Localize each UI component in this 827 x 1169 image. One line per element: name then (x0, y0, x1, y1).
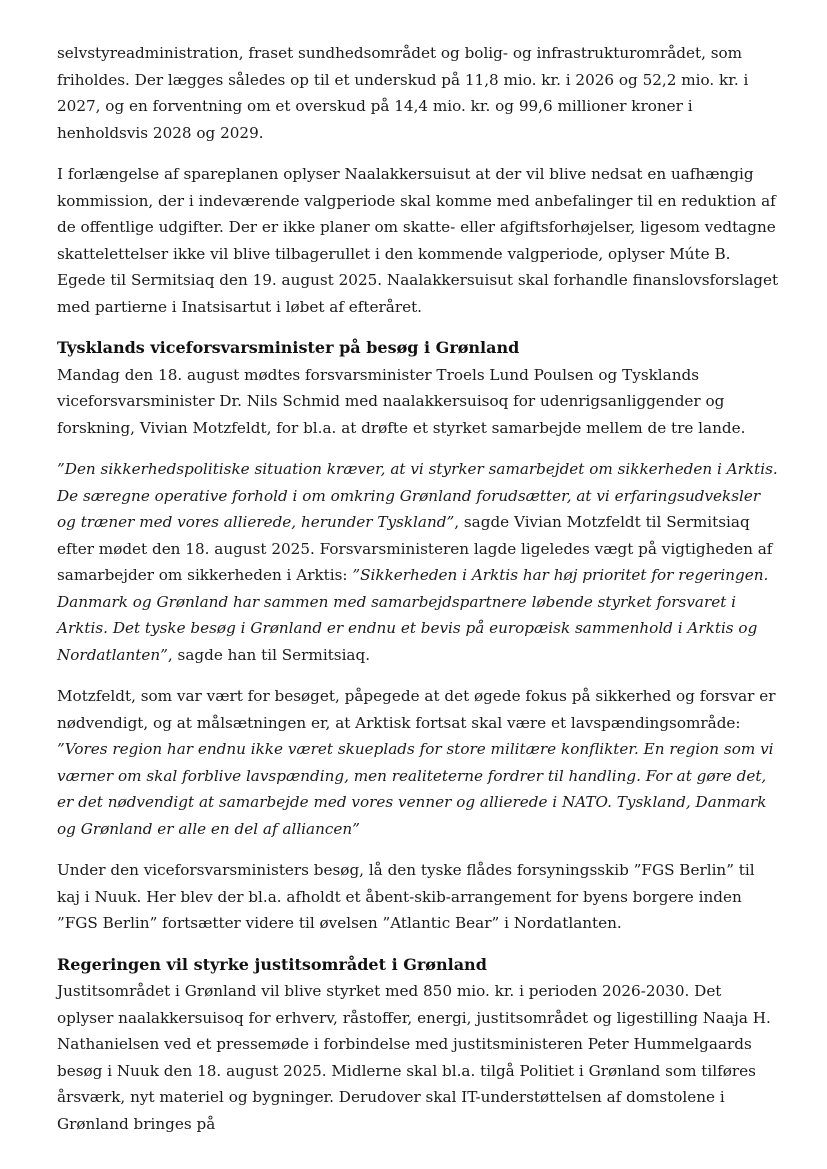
section-justice (57, 952, 779, 1138)
paragraph-budget: selvstyreadministration, fraset sundhedsområdet og bolig- og infrastrukturområdet, som friholdes. Der lægges således op til et underskud på 11,8 mio. kr. i 2026 og 52,2 mio. kr. i 2027, og en forventning om et overskud på 14,4 mio. kr. og 99,6 millioner kroner i henholdsvis 2028 og 2029. (57, 44, 749, 142)
section-heading: Tysklands viceforsvarsminister på besøg i Grønland (57, 338, 520, 357)
document-page (57, 40, 779, 1152)
paragraph-text: Motzfeldt, som var vært for besøget, påpegede at det øgede fokus på sikkerhed og forsvar er nødvendigt, og at målsætningen er, at Arktisk fortsat skal være et lavspændingsområde: (57, 687, 776, 732)
paragraph-justice: Justitsområdet i Grønland vil blive styrket med 850 mio. kr. i perioden 2026-2030. Det oplyser naalakkersuisoq for erhverv, råstoffer, energi, justitsområdet og ligestilling Naaja H. Nathanielsen ved et pressemøde i forbindelse med justitsministeren Peter Hummelgaards besøg i Nuuk den 18. august 2025. Midlerne skal bl.a. tilgå Politiet i Grønland som tilføres årsværk, nyt materiel og bygninger. Derudover skal IT-understøttelsen af domstolene i Grønland bringes på (57, 982, 771, 1133)
quote-minister: ”Sikkerheden i Arktis har høj prioritet for regeringen. Danmark og Grønland har sammen med samarbejdspartnere løbende styrket forsvaret i Arktis. Det tyske besøg i Grønland er endnu et bevis på europæisk sammenhold i Arktis og Nordatlanten” (57, 566, 769, 664)
quote-region: ”Vores region har endnu ikke været skueplads for store militære konflikter. En region som vi værner om skal forblive lavspænding, men realiteterne fordrer til handling. For at gøre det, er det nødvendigt at samarbejde med vores venner og allierede i NATO. Tyskland, Danmark og Grønland er alle en del af alliancen” (57, 740, 774, 838)
paragraph-commission: I forlængelse af spareplanen oplyser Naalakkersuisut at der vil blive nedsat en uafhængig kommission, der i indeværende valgperiode skal komme med anbefalinger til en reduktion af de offentlige udgifter. Der er ikke planer om skatte- eller afgiftsforhøjelser, ligesom vedtagne skattelettelser ikke vil blive tilbagerullet i den kommende valgperiode, oplyser Múte B. Egede til Sermitsiaq den 19. august 2025. Naalakkersuisut skal forhandle finanslovsforslaget med partierne i Inatsisartut i løbet af efteråret. (57, 165, 779, 316)
quote-attribution: , sagde Vivian Motzfeldt til Sermitsiaq efter mødet den 18. august 2025. Forsvarsministeren lagde ligeledes vægt på vigtigheden af samarbejder om sikkerheden i Arktis: (57, 513, 773, 584)
paragraph-meeting: Mandag den 18. august mødtes forsvarsminister Troels Lund Poulsen og Tysklands viceforsvarsminister Dr. Nils Schmid med naalakkersuisoq for udenrigsanliggender og forskning, Vivian Motzfeldt, for bl.a. at drøfte et styrket samarbejde mellem de tre lande. (57, 365, 746, 437)
paragraph-ship: Under den viceforsvarsministers besøg, lå den tyske flådes forsyningsskib ”FGS Berlin” til kaj i Nuuk. Her blev der bl.a. afholdt et åbent-skib-arrangement for byens borgere inden ”FGS Berlin” fortsætter videre til øvelsen ”Atlantic Bear” i Nordatlanten. (57, 861, 755, 932)
section-heading-justice: Regeringen vil styrke justitsområdet i Grønland (57, 954, 487, 974)
quote-motzfeldt: ”Den sikkerhedspolitiske situation kræver, at vi styrker samarbejdet om sikkerheden i Arktis. De særegne operative forhold i om omkring Grønland forudsætter, at vi erfaringsudveksler og træner med vores allierede, herunder Tyskland” (57, 460, 778, 531)
paragraph-quotes (57, 456, 779, 668)
quote-attribution-2: , sagde han til Sermitsiaq. (167, 645, 371, 664)
paragraph-low-tension (57, 683, 779, 842)
section-german-visit (57, 335, 779, 937)
